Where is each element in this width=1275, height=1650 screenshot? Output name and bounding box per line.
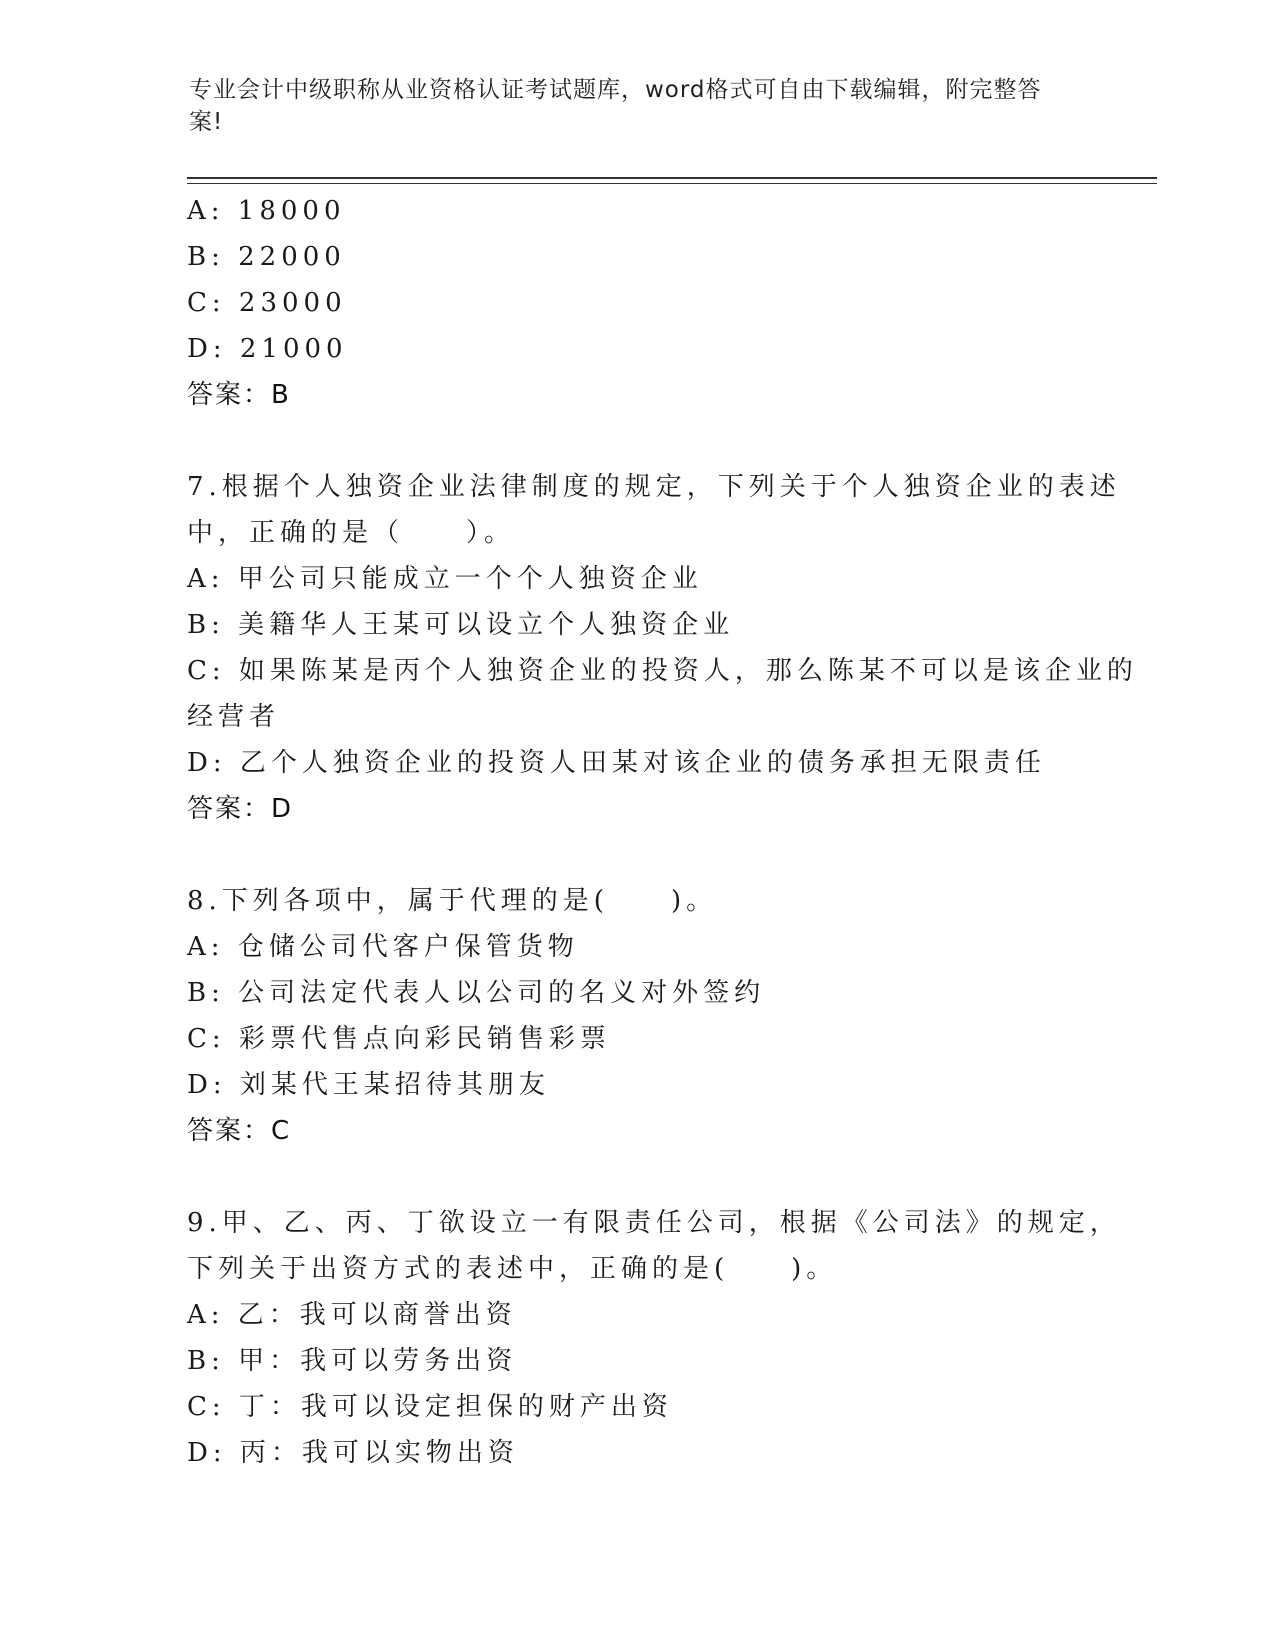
option-c: C: 彩票代售点向彩民销售彩票	[187, 1024, 611, 1054]
header-line-2: 案!	[189, 109, 224, 135]
question-text-continued: 下列关于出资方式的表述中，正确的是( )。	[187, 1254, 838, 1284]
option-b: B: 美籍华人王某可以设立个人独资企业	[187, 610, 735, 640]
option-c: C: 丁：我可以设定担保的财产出资	[187, 1392, 673, 1422]
option-d: D: 刘某代王某招待其朋友	[187, 1070, 550, 1100]
question-7	[187, 464, 1138, 832]
option-d: D: 21000	[187, 334, 348, 364]
option-b: B: 公司法定代表人以公司的名义对外签约	[187, 978, 766, 1008]
spacer	[187, 418, 1087, 464]
question-8	[187, 878, 1087, 1154]
option-a: A: 乙：我可以商誉出资	[187, 1300, 517, 1330]
header-divider-thin	[187, 183, 1157, 184]
question-text: 8.下列各项中，属于代理的是( )。	[187, 886, 718, 916]
question-6	[187, 188, 1087, 418]
question-text: 7.根据个人独资企业法律制度的规定，下列关于个人独资企业的表述	[187, 472, 1121, 502]
header-line-1: 专业会计中级职称从业资格认证考试题库，word格式可自由下载编辑，附完整答	[189, 77, 1042, 103]
option-c-continued: 经营者	[187, 702, 281, 732]
option-c: C: 23000	[187, 288, 347, 318]
spacer	[187, 832, 1087, 878]
option-a: A: 仓储公司代客户保管货物	[187, 932, 579, 962]
document-header	[189, 74, 1069, 138]
option-c: C: 如果陈某是丙个人独资企业的投资人，那么陈某不可以是该企业的	[187, 656, 1138, 686]
option-b: B: 甲：我可以劳务出资	[187, 1346, 518, 1376]
answer: 答案：C	[187, 1116, 292, 1146]
header-divider-thick	[187, 177, 1157, 179]
option-a: A: 18000	[187, 196, 346, 226]
option-d: D: 丙：我可以实物出资	[187, 1438, 519, 1468]
option-d: D: 乙个人独资企业的投资人田某对该企业的债务承担无限责任	[187, 748, 1046, 778]
question-text: 9.甲、乙、丙、丁欲设立一有限责任公司，根据《公司法》的规定，	[187, 1208, 1121, 1238]
question-9	[187, 1200, 1121, 1476]
spacer	[187, 1154, 1087, 1200]
option-b: B: 22000	[187, 242, 346, 272]
question-content	[187, 188, 1138, 1476]
question-text-continued: 中，正确的是（ ）。	[187, 518, 516, 548]
option-a: A: 甲公司只能成立一个个人独资企业	[187, 564, 703, 594]
answer: 答案：D	[187, 794, 294, 824]
answer: 答案：B	[187, 380, 291, 410]
